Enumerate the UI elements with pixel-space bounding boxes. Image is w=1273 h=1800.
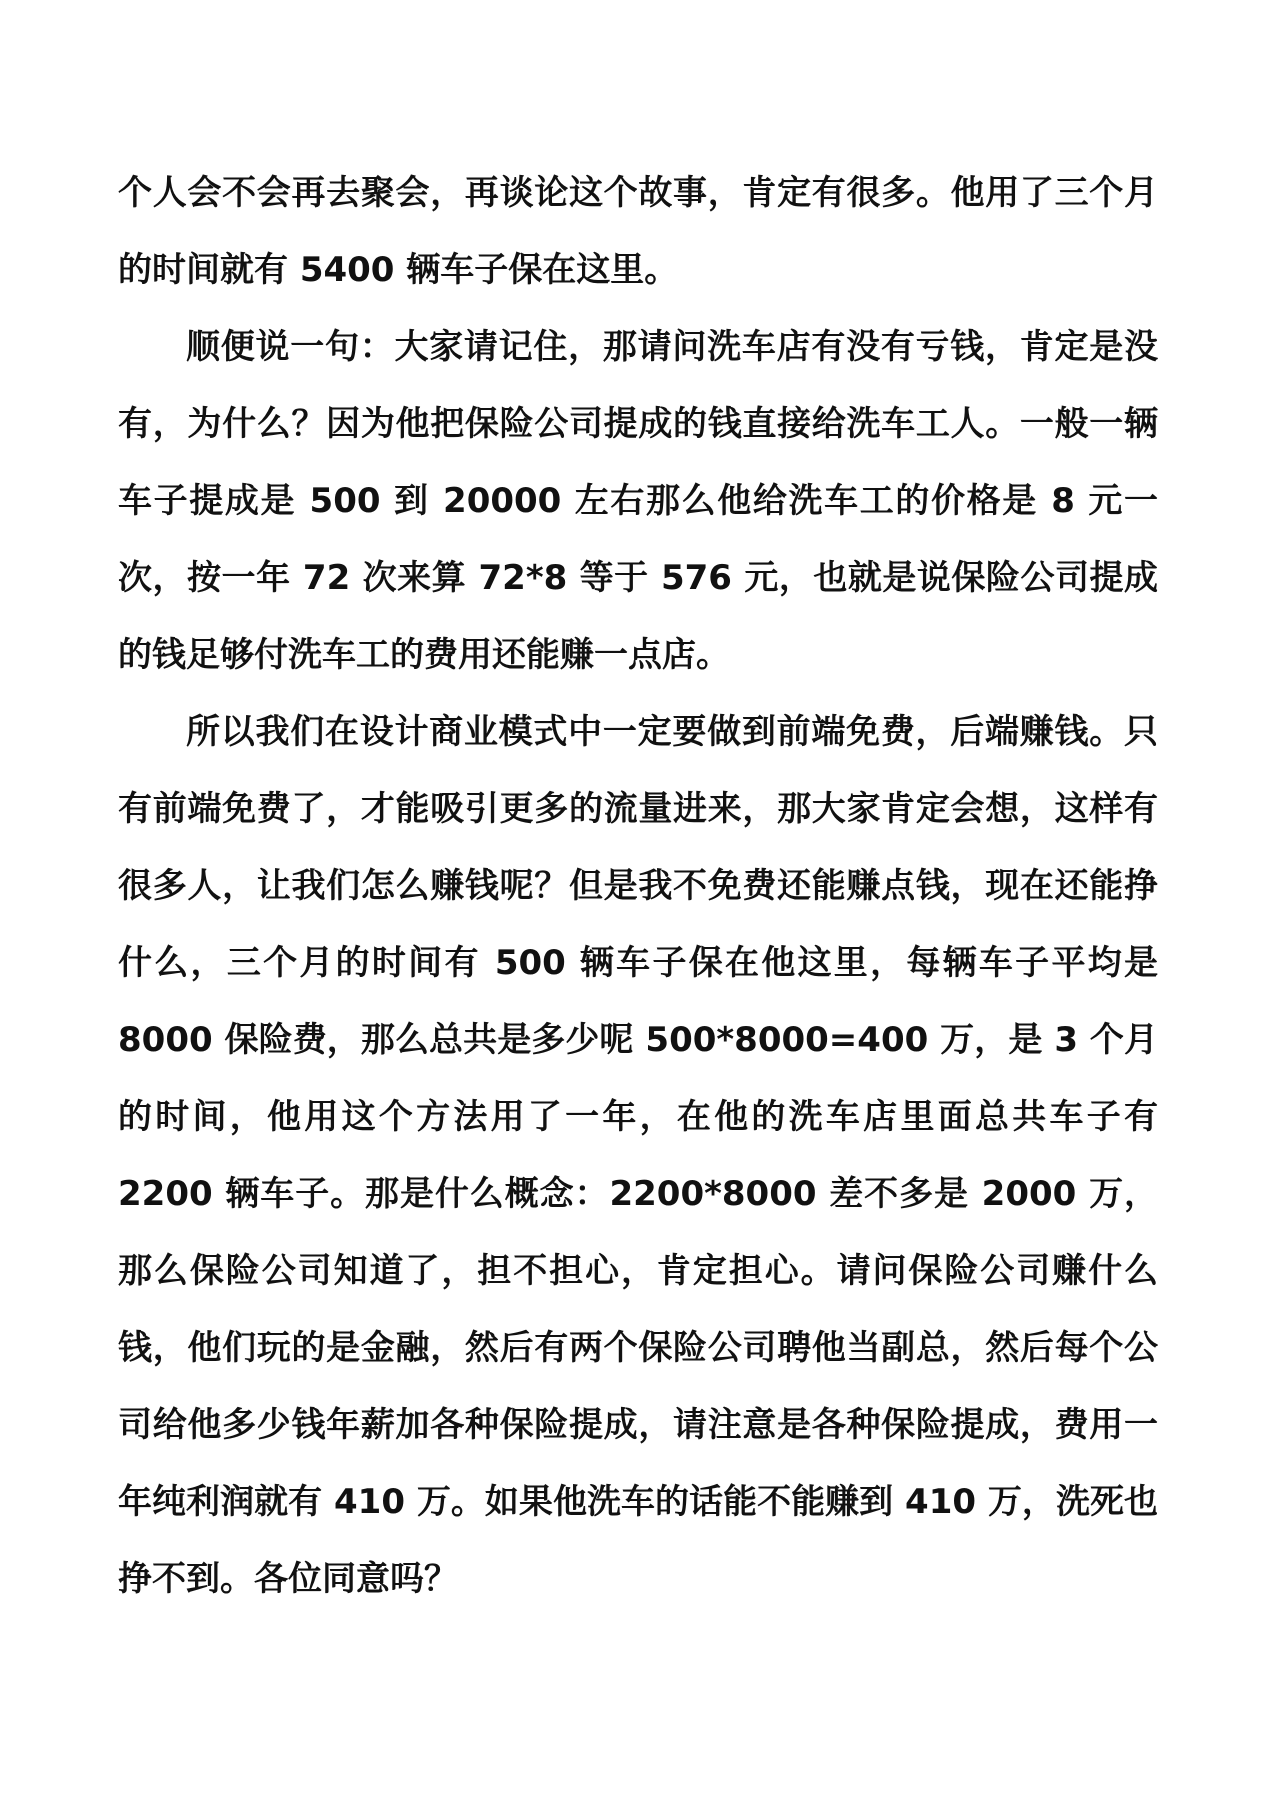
paragraph-1: 个人会不会再去聚会，再谈论这个故事，肯定有很多。他用了三个月的时间就有 5400 辆车子保在这里。 <box>118 173 1158 290</box>
paragraph-2: 顺便说一句：大家请记住，那请问洗车店有没有亏钱，肯定是没有，为什么？因为他把保险公司提成的钱直接给洗车工人。一般一辆车子提成是 500 到 20000 左右那么他给洗车工的价格是 8 元一次，按一年 72 次来算 72*8 等于 576 元，也就是说保险公司提成的钱足够付洗车工的费用还能赚一点店。 <box>118 327 1158 675</box>
paragraph-3: 所以我们在设计商业模式中一定要做到前端免费，后端赚钱。只有前端免费了，才能吸引更多的流量进来，那大家肯定会想，这样有很多人，让我们怎么赚钱呢？但是我不免费还能赚点钱，现在还能挣什么，三个月的时间有 500 辆车子保在他这里，每辆车子平均是 8000 保险费，那么总共是多少呢 500*8000=400 万，是 3 个月的时间，他用这个方法用了一年，在他的洗车店里面总共车子有 2200 辆车子。那是什么概念：2200*8000 差不多是 2000 万，那么保险公司知道了，担不担心，肯定担心。请问保险公司赚什么钱，他们玩的是金融，然后有两个保险公司聘他当副总，然后每个公司给他多少钱年薪加各种保险提成，请注意是各种保险提成，费用一年纯利润就有 410 万。如果他洗车的话能不能赚到 410 万，洗死也挣不到。各位同意吗？ <box>118 712 1158 1599</box>
document-body <box>118 155 1158 1618</box>
